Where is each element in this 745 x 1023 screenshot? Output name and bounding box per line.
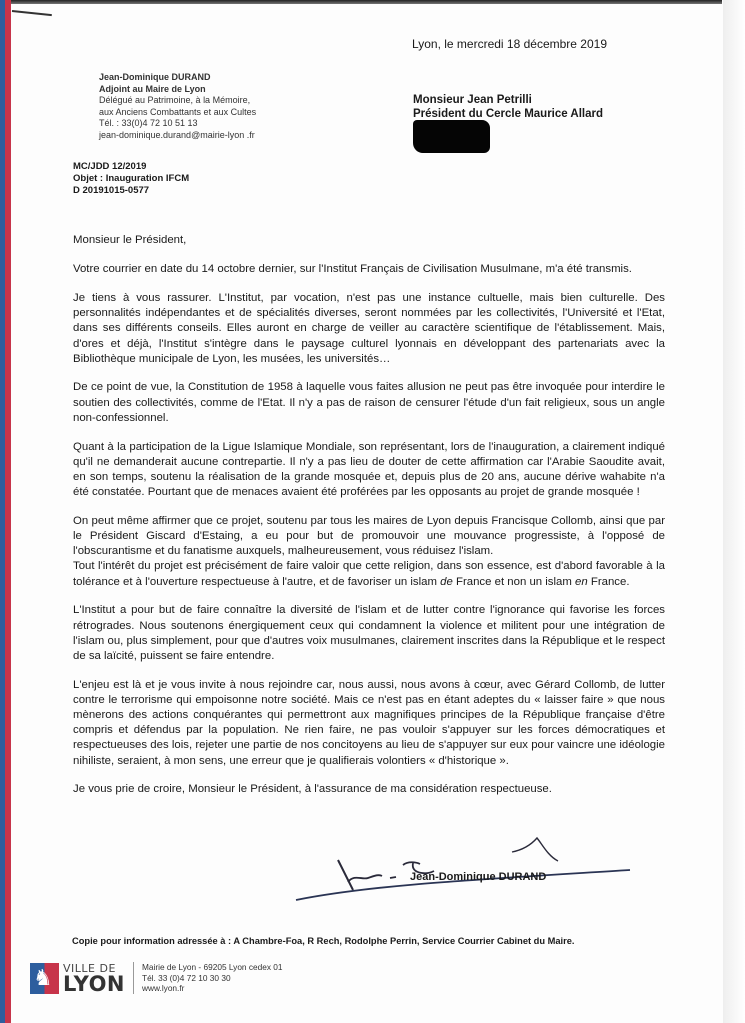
salutation: Monsieur le Président,	[73, 234, 187, 246]
sender-block	[99, 72, 256, 141]
paragraph: De ce point de vue, la Constitution de 1958 à laquelle vous faites allusion ne peut pas être invoquée pour interdire le soutien des collectivités, comme de l'Etat. Il n'y a pas de raison de censurer l'étude d'un fait religieux, sous un angle non-confessionnel.	[73, 381, 665, 424]
paragraph-italic: de	[440, 575, 453, 588]
paragraph: Votre courrier en date du 14 octobre dernier, sur l'Institut Français de Civilisation Musulmane, m'a été transmis.	[73, 263, 632, 276]
paragraph-text: France et non un islam	[452, 575, 576, 588]
paragraph-text: France.	[587, 575, 630, 588]
paragraph-italic: en	[575, 575, 588, 588]
sender-title: Adjoint au Maire de Lyon	[99, 83, 206, 94]
scan-top-edge	[0, 0, 722, 4]
sender-delegation-2: aux Anciens Combattants et aux Cultes	[99, 106, 257, 117]
paragraph: Quant à la participation de la Ligue Islamique Mondiale, son représentant, lors de l'inauguration, a clairement indiqué qu'il ne demanderait aucune contrepartie. Il n'y a pas lieu de douter de cette affirmation car l'Arabie Saoudite avait, en son temps, soutenu la réalisation de la grande mosquée et, depuis plus de 20 ans, aucune dérive wahabite n'a été constatée. Pourtant que de menaces avaient été proférées par les opposants au projet de grande mosquée !	[73, 440, 665, 499]
recipient-title: Président du Cercle Maurice Allard	[413, 108, 604, 120]
paragraph: L'enjeu est là et je vous invite à nous rejoindre car, nous aussi, nous avons à cœur, avec Gérard Collomb, de lutter contre le terrorisme qui empoisonne notre société. Mais ce n'est pas en étant adeptes du « laisser faire » que nous mènerons des actions conquérantes qui permettront aux magnifiques principes de la République française d'être compris et défendus par la population. Ne rien faire, ne pas vouloir s'appuyer sur les forces démocratiques et respectueuses des lois, rejeter une partie de nos concitoyens au lieu de s'appuyer sur eux pour vaincre une idéologie nihiliste, seraient, à mon sens, une erreur que je qualifierais volontiers « d'historique ».	[73, 678, 665, 767]
reference-block	[73, 161, 189, 197]
sender-phone: Tél. : 33(0)4 72 10 51 13	[99, 118, 198, 128]
sender-delegation-1: Délégué au Patrimoine, à la Mémoire,	[99, 95, 251, 105]
logo-wordmark	[63, 963, 125, 994]
paragraph: L'Institut a pour but de faire connaître la diversité de l'islam et de lutter contre l'ignorance qui favorise les forces rétrogrades. Nous soutenons énergiquement ceux qui condamnent la violence et militent pour une intégration de l'islam ou, plus simplement, pour que d'autres voix musulmanes, clairement inscrites dans la République et le respect de sa laïcité, puissent se faire entendre.	[73, 604, 665, 662]
footer-phone: Tél. 33 (0)4 72 10 30 30	[142, 972, 231, 983]
date-line: Lyon, le mercredi 18 décembre 2019	[412, 37, 607, 51]
logo-lyon: LYON	[63, 971, 125, 996]
lion-icon: ♞	[33, 964, 53, 990]
sender-email: jean-dominique.durand@mairie-lyon .fr	[99, 129, 255, 140]
footer-website[interactable]: www.lyon.fr	[142, 983, 185, 994]
signer-name: Jean-Dominique DURAND	[410, 871, 547, 883]
handwritten-signature	[290, 830, 635, 905]
closing: Je vous prie de croire, Monsieur le Président, à l'assurance de ma considération respectueuse.	[73, 783, 552, 796]
paragraph	[73, 559, 665, 589]
redacted-address	[413, 120, 490, 153]
paragraph-text: Tout l'intérêt du projet est précisément de faire valoir que cette religion, dans son essence, est d'abord favorable à la tolérance et à l'ouverture respectueuse à l'autre, et de favoriser un islam	[73, 560, 665, 588]
logo-ville-de: VILLE DE	[63, 961, 116, 975]
recipient-block	[413, 93, 603, 121]
footer-address-block	[142, 962, 283, 994]
reference-code: MC/JDD 12/2019	[73, 161, 147, 172]
letter-body	[73, 233, 665, 811]
copy-distribution: Copie pour information adressée à : A Chambre-Foa, R Rech, Rodolphe Perrin, Service Courrier Cabinet du Maire.	[72, 936, 575, 946]
footer-divider	[133, 962, 134, 994]
paragraph: Je tiens à vous rassurer. L'Institut, par vocation, n'est pas une instance cultuelle, mais bien culturelle. Des personnalités indépendantes et de spécialités diverses, seront nommées par les collectivités, l'Université et l'Etat, dans ses différents conseils. Elles auront en charge de veiller au caractère scientifique de l'établissement. Mais, d'ores et déjà, l'Institut s'intègre dans le paysage culturel lyonnais en développant des partenariats avec la Bibliothèque municipale de Lyon, les musées, les universités…	[73, 291, 665, 365]
paragraph: On peut même affirmer que ce projet, soutenu par tous les maires de Lyon depuis Francisque Collomb, ainsi que par le Président Giscard d'Estaing, a eu pour but de promouvoir une mouvance progressiste, à l'opposé de l'obscurantisme et du fanatisme auxquels, malheureusement, vous réduisez l'islam.	[73, 514, 665, 558]
subject-line: Objet : Inauguration IFCM	[73, 173, 190, 184]
document-number: D 20191015-0577	[73, 185, 150, 196]
letterhead-red-band	[5, 0, 11, 1023]
sender-name: Jean-Dominique DURAND	[99, 72, 211, 82]
footer-address: Mairie de Lyon - 69205 Lyon cedex 01	[142, 962, 283, 973]
lyon-lion-logo-icon	[30, 963, 59, 994]
fold-mark	[12, 10, 52, 16]
recipient-name: Monsieur Jean Petrilli	[413, 94, 532, 106]
footer	[30, 962, 283, 994]
scan-right-edge	[723, 0, 745, 1023]
